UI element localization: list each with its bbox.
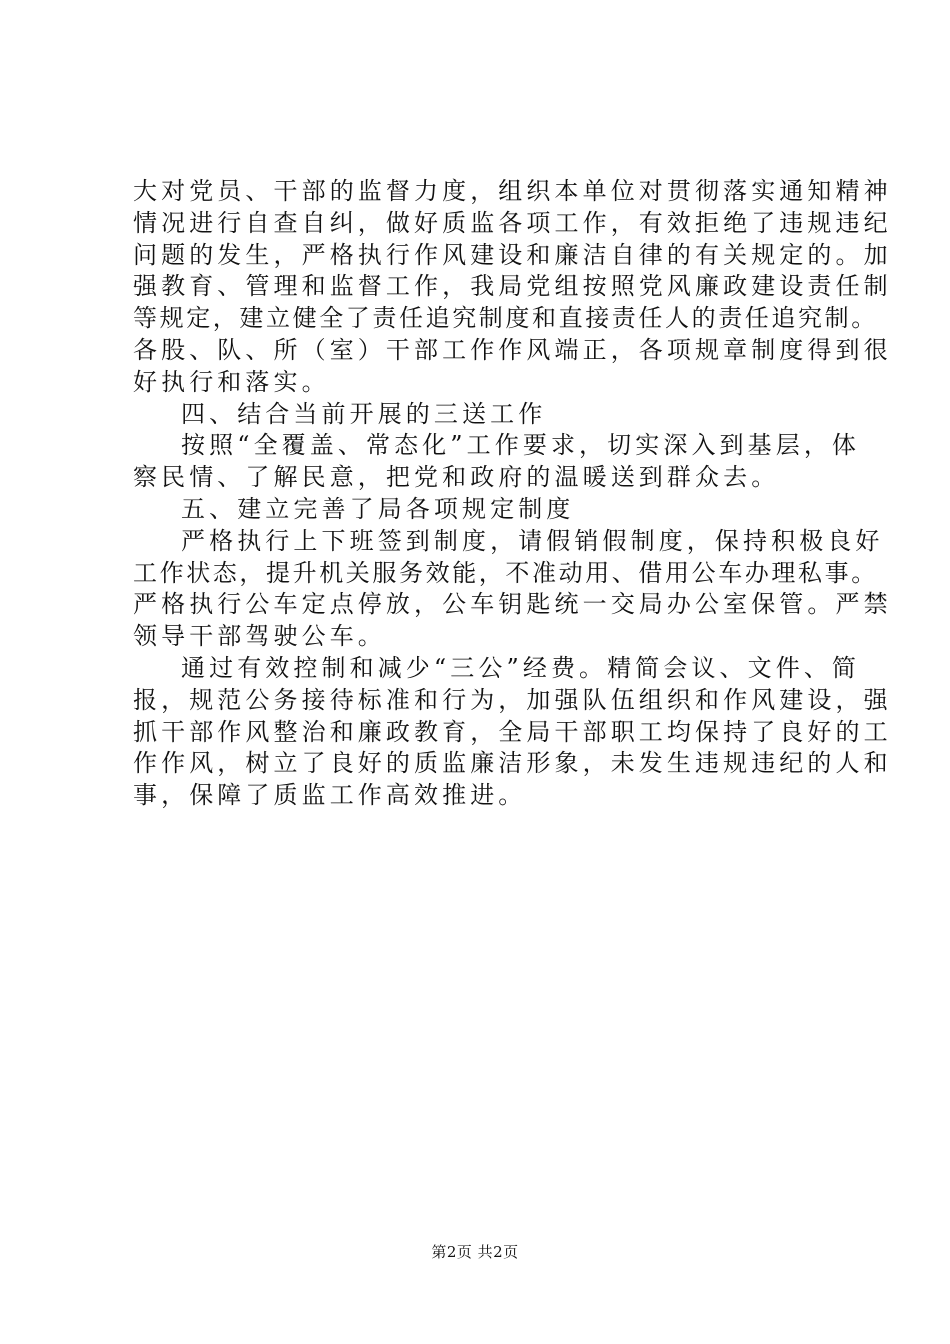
body-line: 领导干部驾驶公车。 xyxy=(133,622,386,651)
body-line: 各股、队、所（室）干部工作作风端正，各项规章制度得到很 xyxy=(133,335,892,364)
body-line: 问题的发生，严格执行作风建设和廉洁自律的有关规定的。加 xyxy=(133,240,892,269)
body-line: 报，规范公务接待标准和行为，加强队伍组织和作风建设，强 xyxy=(133,685,892,714)
document-body xyxy=(133,176,892,812)
body-line: 等规定，建立健全了责任追究制度和直接责任人的责任追究制。 xyxy=(133,304,878,333)
body-line: 情况进行自查自纠，做好质监各项工作，有效拒绝了违规违纪 xyxy=(133,208,892,237)
body-line: 事，保障了质监工作高效推进。 xyxy=(133,781,527,810)
body-line: 按照“全覆盖、常态化”工作要求，切实深入到基层，体 xyxy=(181,431,861,460)
body-line: 通过有效控制和减少“三公”经费。精简会议、文件、简 xyxy=(181,653,861,682)
body-line: 察民情、了解民意，把党和政府的温暖送到群众去。 xyxy=(133,463,780,492)
body-line: 抓干部作风整治和廉政教育，全局干部职工均保持了良好的工 xyxy=(133,717,892,746)
page-number-footer: 第2页 共2页 xyxy=(431,1243,519,1261)
section-heading: 四、结合当前开展的三送工作 xyxy=(181,399,547,428)
body-line: 好执行和落实。 xyxy=(133,367,330,396)
body-line: 严格执行上下班签到制度，请假销假制度，保持积极良好 xyxy=(181,526,884,555)
body-line: 作作风，树立了良好的质监廉洁形象，未发生违规违纪的人和 xyxy=(133,749,892,778)
body-line: 工作状态，提升机关服务效能，不准动用、借用公车办理私事。 xyxy=(133,558,878,587)
body-line: 强教育、管理和监督工作，我局党组按照党风廉政建设责任制 xyxy=(133,272,892,301)
body-line: 严格执行公车定点停放，公车钥匙统一交局办公室保管。严禁 xyxy=(133,590,892,619)
body-line: 大对党员、干部的监督力度，组织本单位对贯彻落实通知精神 xyxy=(133,177,892,205)
section-heading: 五、建立完善了局各项规定制度 xyxy=(181,494,575,523)
